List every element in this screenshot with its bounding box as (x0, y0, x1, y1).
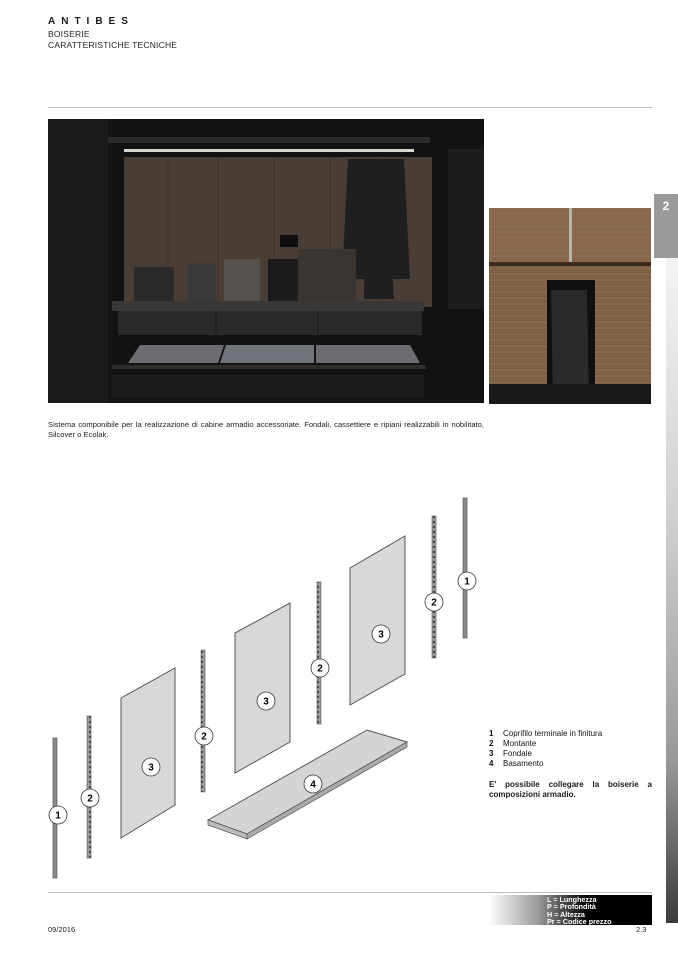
callout-label: 4 (310, 779, 316, 791)
callout (49, 806, 67, 824)
legend-number: 2 (489, 739, 494, 748)
wood-detail-photo (489, 208, 651, 404)
legend-item (489, 759, 659, 769)
legend (489, 729, 659, 769)
callout (372, 625, 390, 643)
callout-label: 2 (431, 597, 437, 609)
legend-number: 1 (489, 729, 494, 738)
dimension-key-line: H = Altezza (547, 909, 585, 919)
end-trim-right (463, 498, 467, 638)
callout (142, 758, 160, 776)
callout (195, 727, 213, 745)
callout (257, 692, 275, 710)
panel-middle (235, 603, 290, 773)
callout-label: 1 (55, 810, 61, 822)
panel-right (350, 536, 405, 705)
callout-label: 1 (464, 576, 470, 588)
callout-label: 2 (201, 731, 207, 743)
callout (425, 593, 443, 611)
footer-date: 09/2016 (48, 925, 76, 934)
brand-title: ANTIBES (48, 16, 134, 27)
callout (458, 572, 476, 590)
upright-1 (87, 716, 91, 858)
dimension-key-line: P = Profondità (547, 902, 596, 912)
dimension-key-box (489, 895, 652, 925)
compatibility-note: E' possibile collegare la boiserie a composizioni armadio. (489, 780, 652, 799)
dimension-key-line: Pr = Codice prezzo (547, 917, 612, 927)
upright-3 (317, 582, 321, 724)
description-text: Sistema componibile per la realizzazione di cabine armadio accessoriate. Fondali, cassettiere e ripiani realizzabili in nobilitato, Silcover o Ecolak. (48, 420, 484, 439)
legend-label: Montante (503, 739, 537, 748)
exploded-diagram (40, 490, 480, 890)
callout (304, 775, 322, 793)
header-rule (48, 107, 652, 108)
callout-label: 3 (263, 696, 269, 708)
walk-in-closet-photo (48, 119, 484, 403)
footer-rule (48, 892, 652, 893)
callout-label: 2 (317, 663, 323, 675)
header-subtitle-1: BOISERIE (48, 29, 90, 39)
legend-label: Fondale (503, 749, 532, 758)
upright-2 (201, 650, 205, 792)
legend-number: 4 (489, 759, 494, 768)
callout (81, 789, 99, 807)
page-number: 2.3 (636, 925, 647, 934)
legend-label: Basamento (503, 759, 544, 768)
legend-number: 3 (489, 749, 494, 758)
header-subtitle-2: CARATTERISTICHE TECNICHE (48, 40, 178, 50)
legend-item (489, 729, 659, 739)
legend-label: Coprifilo terminale in finitura (503, 729, 603, 738)
callout-label: 2 (87, 793, 93, 805)
panel-left (121, 668, 175, 838)
callout-label: 3 (148, 762, 154, 774)
legend-item (489, 749, 659, 759)
callout (311, 659, 329, 677)
callout-label: 3 (378, 629, 384, 641)
section-tab: 2 (654, 194, 678, 258)
section-gradient-bar (666, 258, 678, 923)
dimension-key-line: L = Lunghezza (547, 895, 597, 904)
legend-item (489, 739, 659, 749)
upright-4 (432, 516, 436, 658)
